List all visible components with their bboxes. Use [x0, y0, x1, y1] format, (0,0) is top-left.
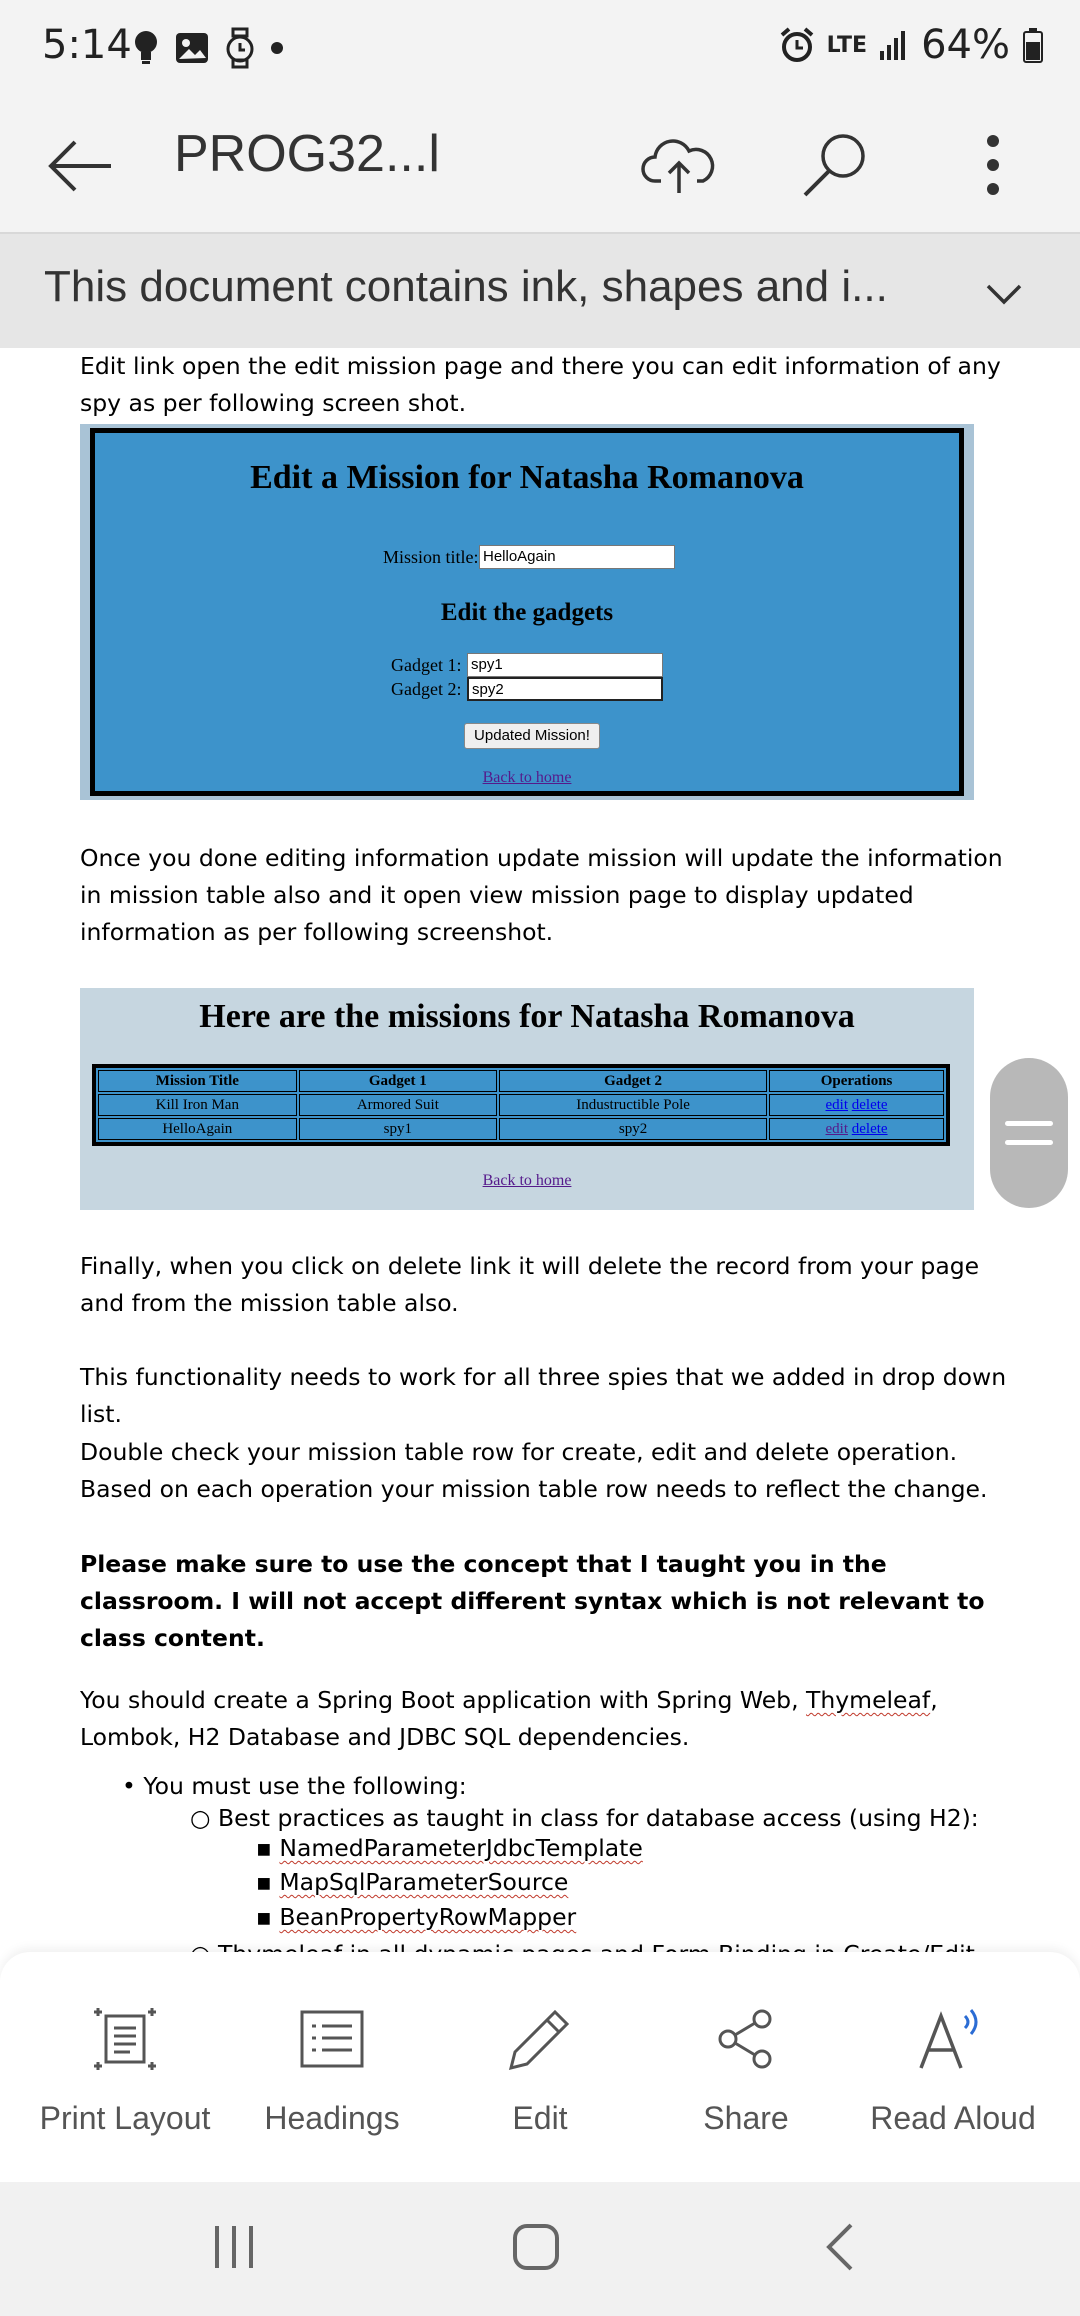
home-button[interactable]	[486, 2212, 586, 2282]
cell-gadget1: spy1	[299, 1118, 497, 1140]
square-bullet-icon: ▪	[256, 1903, 280, 1931]
search-icon	[799, 129, 871, 201]
grip-line	[1005, 1121, 1053, 1126]
cell-operations	[769, 1118, 944, 1140]
grip-line	[1005, 1140, 1053, 1145]
battery-percent: 64%	[921, 22, 1010, 68]
battery-icon	[1022, 27, 1044, 63]
paragraph-double-check: Double check your mission table row for create, edit and delete operation. Based on each operation your mission table row needs to reflect the change.	[80, 1438, 988, 1503]
gadget1-label: Gadget 1:	[391, 655, 462, 675]
text-run: Thymeleaf	[806, 1686, 931, 1714]
column-header: Operations	[769, 1070, 944, 1092]
edit-link: edit	[825, 1096, 849, 1113]
chevron-left-icon	[825, 2222, 855, 2272]
column-header: Gadget 1	[299, 1070, 497, 1092]
list-item	[190, 1804, 979, 1832]
text-run: , Lombok, H2 Database and JDBC SQL dependencies.	[80, 1686, 938, 1751]
alarm-icon	[779, 27, 815, 63]
back-button[interactable]	[40, 126, 120, 206]
document-notice-banner[interactable]	[0, 232, 1080, 348]
read-aloud-button[interactable]	[853, 2002, 1053, 2137]
watch-icon	[224, 28, 256, 68]
search-button[interactable]	[790, 120, 880, 210]
updated-mission-button: Updated Mission!	[464, 723, 600, 749]
cell-mission: HelloAgain	[98, 1118, 297, 1140]
mission-title-label: Mission title:	[383, 547, 479, 567]
back-to-home-link: Back to home	[482, 1172, 572, 1189]
toolbar-label: Read Aloud	[870, 2100, 1036, 2136]
cell-gadget2: spy2	[499, 1118, 767, 1140]
print-layout-button[interactable]	[25, 2002, 225, 2137]
home-icon	[512, 2223, 560, 2271]
missions-title: Here are the missions for Natasha Romanova	[199, 998, 855, 1035]
edit-gadgets-heading: Edit the gadgets	[440, 599, 614, 626]
paragraph-update-mission: Once you done editing information update mission will update the information in mission table also and it open view mission page to display updated information as per following screenshot.	[80, 844, 1003, 946]
network-type: LTE	[826, 32, 868, 58]
gadget2-label: Gadget 2:	[391, 679, 462, 699]
recent-apps-icon	[211, 2224, 257, 2270]
text-run: You should create a Spring Boot application with Spring Web,	[80, 1686, 807, 1714]
paragraph-edit-link: Edit link open the edit mission page and there you can edit information of any spy as per following screen shot.	[80, 352, 1001, 417]
column-header: Gadget 2	[499, 1070, 767, 1092]
share-button[interactable]	[646, 2002, 846, 2137]
toolbar-label: Headings	[264, 2100, 400, 2136]
headings-icon	[300, 2010, 364, 2068]
fast-scroll-handle[interactable]	[990, 1058, 1068, 1208]
status-right	[779, 22, 1044, 68]
document-body[interactable]	[0, 348, 1080, 1948]
toolbar-label: Share	[703, 2100, 789, 2136]
table-header-row	[98, 1070, 944, 1092]
paragraph-class-concept: Please make sure to use the concept that I taught you in the classroom. I will not accept different syntax which is not relevant to class content.	[80, 1550, 985, 1652]
list-item	[256, 1903, 576, 1931]
delete-link: delete	[851, 1096, 888, 1113]
paragraph-delete: Finally, when you click on delete link it will delete the record from your page and from the mission table also.	[80, 1252, 980, 1317]
gadget2-input: spy2	[467, 677, 663, 701]
cell-gadget1: Armored Suit	[299, 1094, 497, 1116]
back-to-home-link: Back to home	[482, 769, 572, 786]
app-bar	[0, 96, 1080, 232]
column-header: Mission Title	[98, 1070, 297, 1092]
headings-button[interactable]	[232, 2002, 432, 2137]
cell-mission: Kill Iron Man	[98, 1094, 297, 1116]
lightbulb-icon	[132, 30, 160, 66]
bottom-toolbar	[0, 1952, 1080, 2182]
notification-icons	[132, 28, 284, 68]
banner-text: This document contains ink, shapes and i...	[44, 262, 888, 311]
edit-button[interactable]	[440, 2002, 640, 2137]
toolbar-label: Print Layout	[39, 2100, 211, 2136]
system-navigation-bar	[0, 2182, 1080, 2316]
dot-icon	[270, 41, 284, 55]
delete-link: delete	[851, 1120, 888, 1137]
list-item-text: MapSqlParameterSource	[279, 1868, 569, 1896]
list-item	[256, 1868, 568, 1896]
list-item-text: BeanPropertyRowMapper	[279, 1903, 577, 1931]
cell-gadget2: Industructible Pole	[499, 1094, 767, 1116]
edit-link: edit	[825, 1120, 849, 1137]
table-row	[98, 1094, 944, 1116]
cloud-upload-icon	[641, 135, 717, 195]
more-vertical-icon	[983, 133, 1003, 197]
list-item	[122, 1772, 467, 1800]
edit-mission-frame	[90, 428, 964, 796]
system-back-button[interactable]	[790, 2212, 890, 2282]
share-icon	[714, 2007, 778, 2071]
edit-mission-title: Edit a Mission for Natasha Romanova	[250, 459, 804, 496]
paragraph-three-spies: This functionality needs to work for all three spies that we added in drop down list.	[80, 1363, 1007, 1428]
gallery-icon	[174, 30, 210, 66]
view-missions-screenshot	[80, 988, 974, 1210]
square-bullet-icon: ▪	[256, 1868, 280, 1896]
cloud-upload-button[interactable]	[634, 120, 724, 210]
status-bar	[0, 0, 1080, 96]
list-item-text: You must use the following:	[143, 1772, 467, 1800]
bullet-icon: •	[122, 1772, 144, 1800]
table-row	[98, 1118, 944, 1140]
more-options-button[interactable]	[948, 120, 1038, 210]
chevron-down-icon	[986, 283, 1022, 305]
cell-operations	[769, 1094, 944, 1116]
recent-apps-button[interactable]	[184, 2212, 284, 2282]
read-aloud-icon	[917, 2006, 989, 2072]
back-arrow-icon	[45, 138, 115, 194]
toolbar-label: Edit	[512, 2100, 568, 2136]
print-layout-icon	[92, 2006, 158, 2072]
mission-title-input: HelloAgain	[479, 545, 675, 569]
square-bullet-icon: ▪	[256, 1834, 280, 1862]
gadget1-input: spy1	[467, 653, 663, 677]
list-item	[256, 1834, 643, 1862]
status-time: 5:14	[42, 22, 132, 68]
paragraph-spring-boot	[80, 1682, 1010, 1756]
edit-mission-screenshot	[80, 424, 974, 800]
banner-expand-button[interactable]	[974, 264, 1034, 324]
list-item-text: Best practices as taught in class for database access (using H2):	[217, 1804, 979, 1832]
circle-bullet-icon: ○	[190, 1804, 218, 1832]
document-title[interactable]: PROG32...l	[174, 125, 440, 183]
pencil-icon	[507, 2006, 573, 2072]
missions-table	[92, 1064, 950, 1146]
signal-icon	[879, 29, 909, 61]
list-item-text: NamedParameterJdbcTemplate	[279, 1834, 643, 1862]
